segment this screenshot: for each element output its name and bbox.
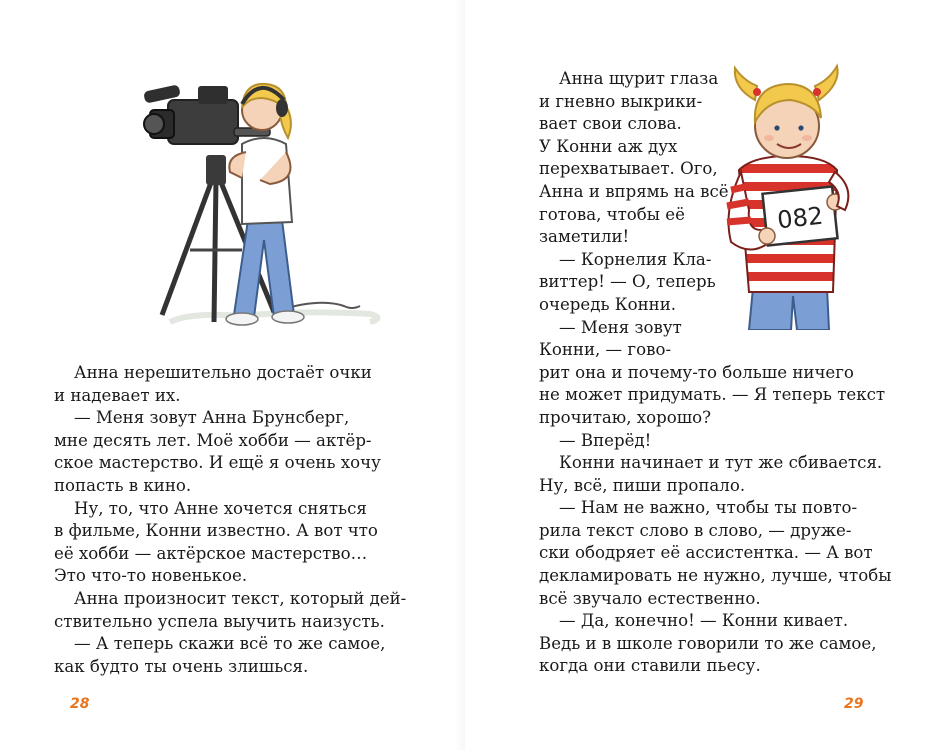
text-line: её хобби — актёрское мастерство… (54, 543, 368, 563)
text-line: Ну, всё, пиши пропало. (539, 475, 746, 495)
conni-holding-number-sign-illustration (709, 60, 889, 330)
text-line: Анна произносит текст, который дей- (74, 588, 407, 608)
text-line: прочитаю, хорошо? (539, 407, 712, 427)
text-line: и надевает их. (54, 385, 181, 405)
text-line: когда они ставили пьесу. (539, 656, 761, 676)
text-line: Анна нерешительно достаёт очки (74, 363, 372, 382)
text-line: и гневно выкрики- (539, 91, 703, 111)
text-line: Это что-то новенькое. (54, 566, 248, 586)
text-line: мне десять лет. Моё хобби — актёр- (54, 430, 372, 450)
page-number: 28 (70, 696, 90, 712)
text-line: Конни начинает и тут же сбивается. (559, 453, 883, 473)
girl-with-video-camera-illustration (130, 60, 390, 340)
text-line: вает свои слова. (539, 114, 682, 134)
text-line: всё звучало естественно. (539, 588, 761, 608)
left-page-text (54, 362, 407, 678)
text-line: — А теперь скажи всё то же самое, (74, 634, 386, 654)
text-line: Анна щурит глаза (559, 69, 719, 88)
text-line: очередь Конни. (539, 294, 677, 314)
text-line: Конни, — гово- (539, 340, 672, 360)
text-line: рила текст слово в слово, — друже- (539, 520, 852, 540)
text-line: готова, чтобы её (539, 204, 685, 224)
right-page (465, 0, 931, 750)
text-line: попасть в кино. (54, 475, 192, 495)
text-line: — Вперёд! (559, 430, 652, 450)
text-line: Анна и впрямь на всё (539, 181, 729, 201)
text-line: рит она и почему-то больше ничего (539, 362, 854, 382)
text-line: как будто ты очень злишься. (54, 656, 309, 676)
text-line: — Да, конечно! — Конни кивает. (559, 611, 849, 631)
text-line: виттер! — О, теперь (539, 272, 716, 292)
text-line: — Нам не важно, чтобы ты повто- (559, 498, 858, 518)
text-line: — Меня зовут (559, 317, 682, 337)
sign-number: 082 (775, 201, 825, 235)
text-line: декламировать не нужно, лучше, чтобы (539, 566, 892, 586)
text-line: не может придумать. — Я теперь текст (539, 385, 886, 405)
text-line: ское мастерство. И ещё я очень хочу (54, 453, 381, 473)
text-line: У Конни аж дух (539, 136, 678, 156)
text-line: перехватывает. Ого, (539, 159, 718, 179)
text-line: заметили! (539, 227, 630, 247)
text-line: ски ободряет её ассистентка. — А вот (539, 543, 873, 563)
text-line: — Корнелия Кла- (559, 249, 712, 269)
text-line: ствительно успела выучить наизусть. (54, 611, 385, 631)
text-line: Ну, то, что Анне хочется сняться (74, 498, 367, 518)
text-line: в фильме, Конни известно. А вот что (54, 521, 378, 541)
left-page (0, 0, 465, 750)
page-number: 29 (844, 696, 864, 712)
text-line: — Меня зовут Анна Брунсберг, (74, 408, 350, 428)
text-line: Ведь и в школе говорили то же самое, (539, 633, 877, 653)
